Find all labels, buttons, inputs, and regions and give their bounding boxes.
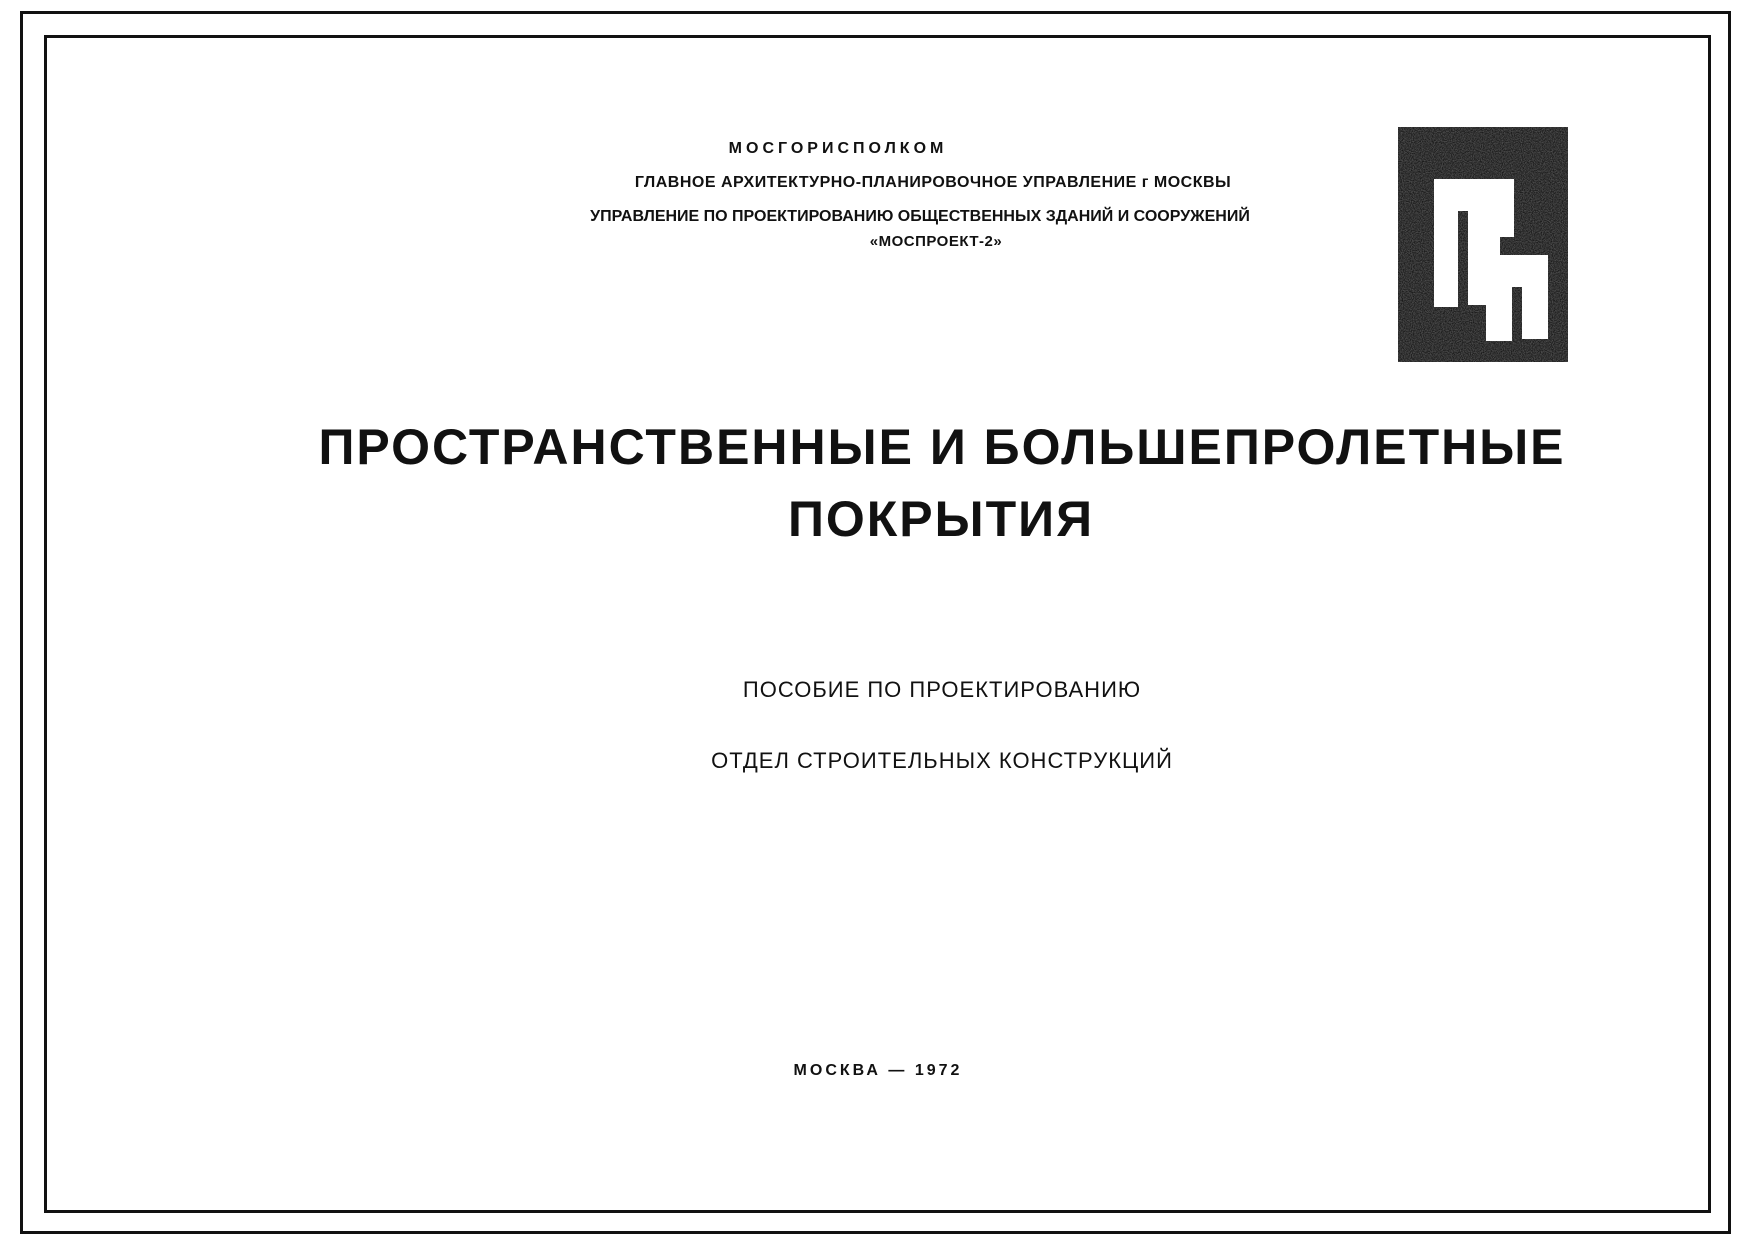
subtitle-line-1: ПОСОБИЕ ПО ПРОЕКТИРОВАНИЮ bbox=[742, 677, 1142, 702]
sub-department-name: УПРАВЛЕНИЕ ПО ПРОЕКТИРОВАНИЮ ОБЩЕСТВЕННЫХ ЗДАНИЙ И СООРУЖЕНИЙ bbox=[590, 208, 1250, 225]
place-year: МОСКВА — 1972 bbox=[793, 1062, 963, 1079]
title-line-1: ПРОСТРАНСТВЕННЫЕ И БОЛЬШЕПРОЛЕТНЫЕ bbox=[318, 419, 1566, 475]
department-name: ГЛАВНОЕ АРХИТЕКТУРНО-ПЛАНИРОВОЧНОЕ УПРАВЛЕНИЕ г МОСКВЫ bbox=[634, 174, 1232, 191]
title-line-2: ПОКРЫТИЯ bbox=[787, 491, 1095, 547]
subtitle-line-2: ОТДЕЛ СТРОИТЕЛЬНЫХ КОНСТРУКЦИЙ bbox=[711, 748, 1173, 773]
institute-name: «МОСПРОЕКТ-2» bbox=[869, 233, 1003, 250]
organization-name: МОСГОРИСПОЛКОМ bbox=[728, 140, 948, 157]
mosproekt-logo-icon bbox=[1398, 127, 1568, 362]
